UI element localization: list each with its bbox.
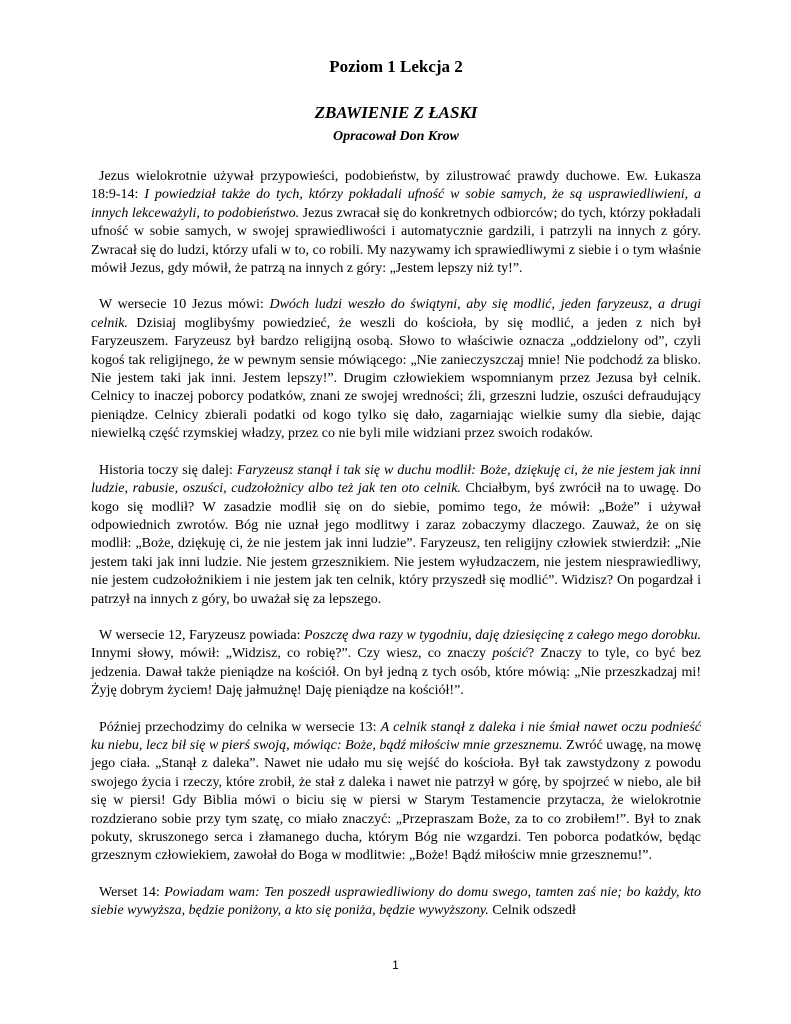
lesson-heading: Poziom 1 Lekcja 2 (329, 57, 463, 76)
document-title: ZBAWIENIE Z ŁASKI (314, 103, 478, 122)
text-run: Chciałbym, byś zwrócił na to uwagę. Do kogo się modlił? W zasadzie modlił się on do siebie, pomimo tego, że mówił: „Boże” i używał odpowiednich zwrotów. Bóg nie uznał jego modlitwy i zaraz zobaczymy dlaczego. Zauważ, że on się modlił: „Boże, dziękuję ci, że nie jestem jak inni ludzie”. Faryzeusz, ten religijny człowiek stwierdził: „Nie jestem taki jak inni ludzie. Nie jestem grzesznikiem. Nie jestem wyłudzaczem, nie jestem niesprawiedliwy, nie jestem cudzołożnikiem i nie jestem jak ten celnik, który przyszedł się modlić”. Widzisz? On pogardzał i patrzył na innych z góry, bo uważał się za lepszego. (91, 481, 701, 607)
scripture-quote: Dwóch ludzi weszło do świątyni, aby się modlić, jeden faryzeusz, a drugi celnik. (91, 297, 702, 331)
text-run: Celnik odszedł (488, 903, 576, 919)
paragraph-2 (91, 296, 701, 443)
text-run: Później przechodzimy do celnika w wersecie 13: (99, 719, 381, 735)
page-content (91, 56, 701, 921)
scripture-quote: Faryzeusz stanął i tak się w duchu modlił: Boże, dziękuję ci, że nie jestem jak inni ludzie, rabusie, oszuści, cudzołożnicy albo też jak ten oto celnik. (91, 462, 702, 497)
scripture-quote: A celnik stanął z daleka i nie śmiał nawet oczu podnieść ku niebu, lecz bił się w pierś swoją, mówiąc: Boże, bądź miłościw mnie grzesznemu. (91, 719, 701, 753)
text-run: Jezus wielokrotnie używał przypowieści, podobieństw, by zilustrować prawdy duchowe. Ew. Łukasza 18:9-14: (91, 169, 701, 203)
text-run: Historia toczy się dalej: (99, 462, 237, 478)
text-run: Jezus zwracał się do konkretnych odbiorców; do tych, którzy pokładali ufność w sobie samych, w swojej sprawiedliwości i automatycznie gardzili, i patrzyli na innych z góry. Zwracał się do ludzi, którzy ufali w to, co robili. My nazywamy ich sprawiedliwymi z siebie i o tym właśnie mówił Jezus, gdy mówił, że patrzą na innych z góry: „Jestem lepszy niż ty!”. (91, 205, 702, 277)
text-run: Dzisiaj moglibyśmy powiedzieć, że weszli do kościoła, by się modlić, a jeden z nich był Faryzeuszem. Faryzeusz był bardzo religijną osobą. Słowo to właściwie oznacza „oddzielony od”, czyli kogoś tak religijnego, że w pewnym sensie mówiącego: „Nie zanieczyszczaj mnie! Nie podchodź za blisko. Nie jestem taki jak inni. Jestem lepszy!”. Drugim człowiekiem wspomnianym przez Jezusa był celnik. Celnicy to inaczej poborcy podatków, znani ze swojej wredności; źli, grzeszni ludzie, oszuści defraudujący pieniądze. Celnicy zbierali podatki od kogo tylko się dało, zagarniając wielkie sumy dla siebie, dając niewielką część rzymskiej władzy, przez co nie byli mile widziani przez swoich rodaków. (91, 315, 701, 442)
emphasized-word: pościć (492, 646, 529, 662)
paragraph-4 (91, 627, 701, 701)
scripture-quote: I powiedział także do tych, którzy pokładali ufność w sobie samych, że są usprawiedliwieni, a innych lekceważyli, to podobieństwo. (91, 187, 702, 221)
text-run: Innymi słowy, mówił: „Widzisz, co robię?”. Czy wiesz, co znaczy (91, 646, 493, 662)
text-run: ? Znaczy to tyle, co być bez jedzenia. Dawał także pieniądze na kościół. On był jedną z tych osób, które mówią: „Nie przeszkadzaj mi! Żyję dobrym życiem! Daję jałmużnę! Daję pieniądze na kościół!”. (91, 646, 701, 699)
author-line: Opracował Don Krow (332, 129, 460, 144)
paragraph-3 (91, 462, 701, 609)
text-run: W wersecie 10 Jezus mówi: (99, 297, 270, 313)
page-number: 1 (392, 958, 399, 972)
paragraph-1 (91, 168, 701, 278)
paragraph-6 (91, 884, 701, 921)
text-run: Werset 14: (99, 884, 165, 900)
text-run: Zwróć uwagę, na mowę jego ciała. „Stanął z daleka”. Nawet nie udało mu się wejść do kościoła. Był tak zawstydzony z powodu swojego życia i rzeczy, które zrobił, że stał z daleka i nawet nie patrzył w górę, by spojrzeć w niebo, ale bił się w piersi! Gdy Biblia mówi o biciu się w piersi w Starym Testamencie przytacza, że wielokrotnie rozdzierano sobie przy tym szatę, co miało znaczyć: „Przepraszam Boże, za to co zrobiłem!”. Był to znak pokuty, skruszonego serca i złamanego ducha, którym Bóg nie wzgardzi. Ten poborca podatków, będąc grzesznym człowiekiem, zawołał do Boga w modlitwie: „Boże! Bądź miłościw mnie grzesznemu!”. (91, 737, 701, 864)
text-run: W wersecie 12, Faryzeusz powiada: (99, 627, 305, 643)
scripture-quote: Powiadam wam: Ten poszedł usprawiedliwiony do domu swego, tamten zaś nie; bo każdy, kto siebie wywyższa, będzie poniżony, a kto się poniża, będzie wywyższony. (91, 884, 701, 919)
scripture-quote: Poszczę dwa razy w tygodniu, daję dziesięcinę z całego mego dorobku. (304, 627, 701, 643)
paragraph-5 (91, 719, 701, 866)
